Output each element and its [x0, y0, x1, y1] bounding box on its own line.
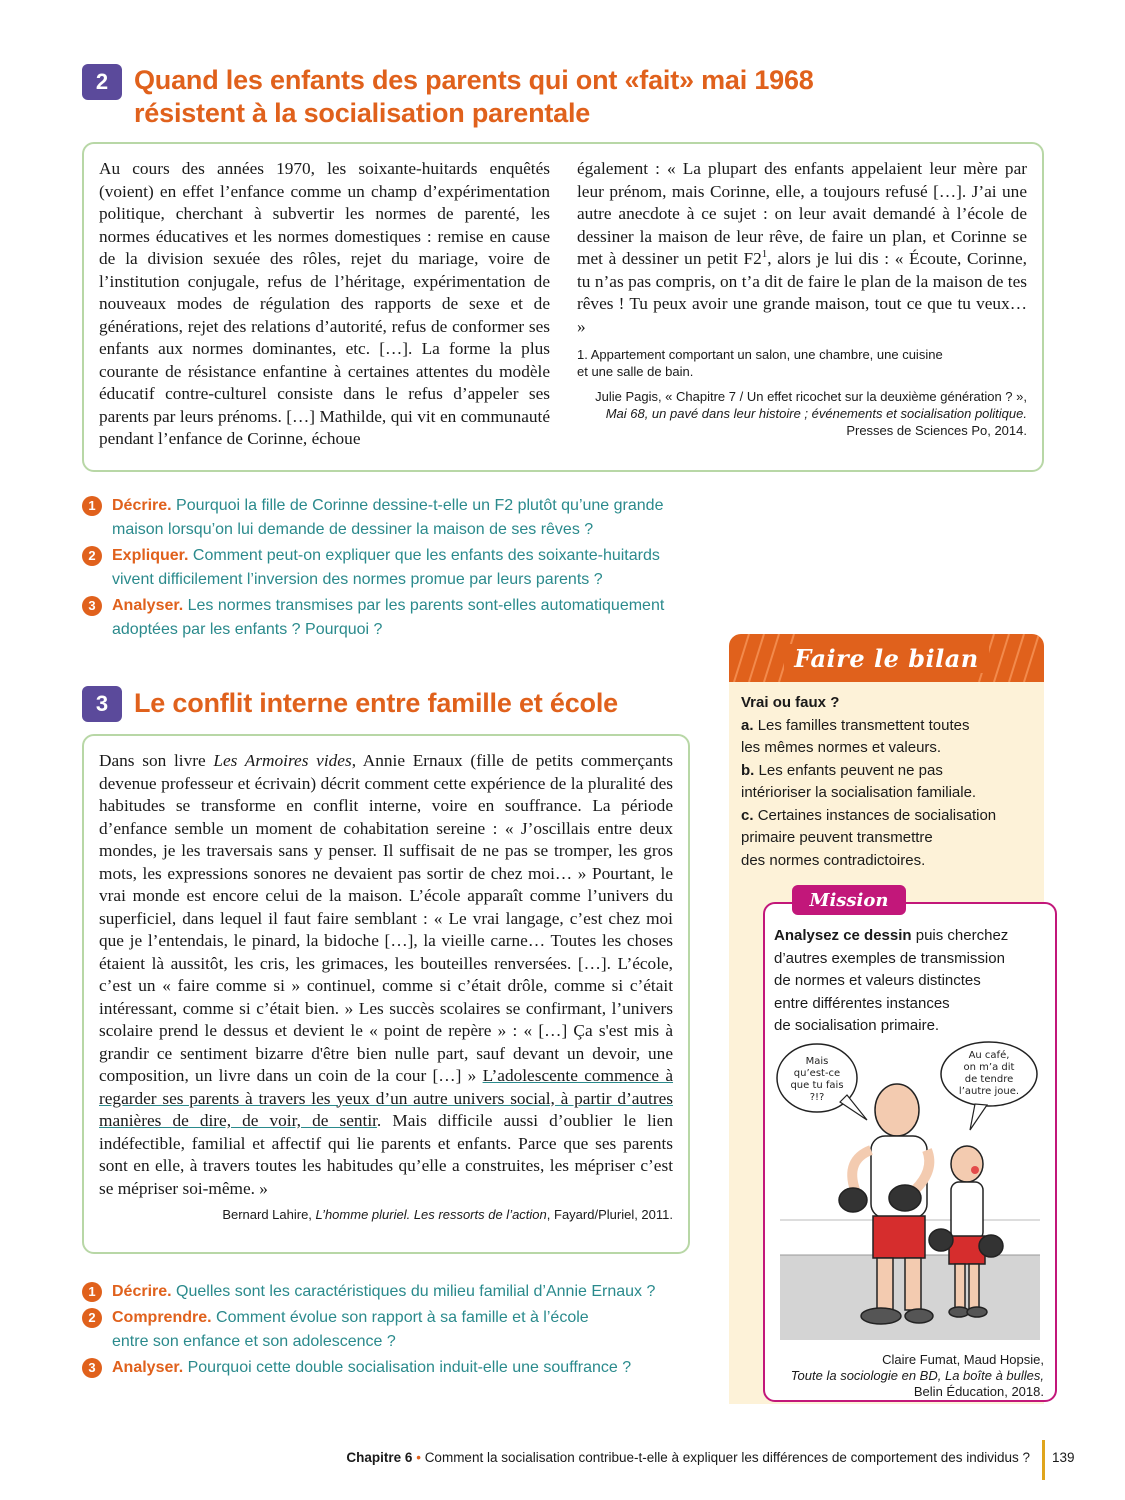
- footer-chapter: Chapitre 6: [346, 1450, 413, 1465]
- mission-line5: de socialisation primaire.: [774, 1017, 940, 1034]
- bilan-body: [741, 692, 1031, 872]
- mission-line1: puis cherchez: [911, 927, 1009, 944]
- question-text: Comment évolue son rapport à sa famille et à l’école: [216, 1309, 589, 1326]
- question-text-cont: vivent difficilement l’inversion des normes promue par leurs parents ?: [112, 571, 603, 588]
- document-3-source: [99, 1206, 673, 1223]
- page-footer: [330, 1449, 1030, 1467]
- question-text-cont: maison lorsqu’on lui demande de dessiner la maison de ses rêves ?: [112, 521, 594, 538]
- section-2-title-line2: résistent à la socialisation parentale: [134, 98, 591, 128]
- question-2-3: [82, 594, 722, 642]
- source-line3: Presses de Sciences Po, 2014.: [846, 423, 1027, 438]
- question-number: 3: [82, 596, 102, 616]
- bilan-item-a: [741, 715, 1031, 760]
- item-text: Les enfants peuvent ne pas: [758, 761, 943, 779]
- page-number: 139: [1052, 1450, 1075, 1465]
- document-2-right-column: [577, 158, 1027, 439]
- question-3-3: [82, 1356, 722, 1380]
- item-letter: c.: [741, 806, 754, 824]
- mission-line3: de normes et valeurs distinctes: [774, 972, 981, 989]
- bilan-title: Faire le bilan: [784, 644, 988, 673]
- question-number: 3: [82, 1358, 102, 1378]
- question-number: 2: [82, 1308, 102, 1328]
- bilan-heading: Vrai ou faux ?: [741, 694, 840, 711]
- document-2-source: [577, 388, 1027, 439]
- question-2-1: [82, 494, 722, 542]
- questions-2: [82, 494, 722, 642]
- source-author: Bernard Lahire,: [222, 1207, 316, 1222]
- mission-bold: Analysez ce dessin: [774, 927, 912, 944]
- question-3-1: [82, 1280, 722, 1304]
- question-number: 1: [82, 496, 102, 516]
- source-line1: Julie Pagis, « Chapitre 7 / Un effet ricochet sur la deuxième génération ? »,: [595, 389, 1027, 404]
- bilan-item-b: [741, 760, 1031, 805]
- cartoon-credit: [774, 1352, 1044, 1400]
- bubble-right-line1: Au café,: [968, 1050, 1010, 1061]
- bubble-right-line4: l’autre joue.: [958, 1086, 1020, 1097]
- document-3-text-part2: . Mais difficile aussi d’oublier le lien indéfectible, familial et affectif qui lie parents et enfants. Parce que ses parents sont en elle, à travers toutes les habitudes qu’elle a construites, les mépriser c’est se mépriser soi-même. »: [99, 1111, 673, 1198]
- credit-line1: Claire Fumat, Maud Hopsie,: [882, 1352, 1044, 1367]
- document-2-right-text-a: également : « La plupart des enfants appelaient leur mère par leur prénom, mais Corinne, elle, a toujours refusé […]. J’ai une autre anecdote à ce sujet : on leur avait demandé à l’école de dessiner la maison de leur rêve, de faire un plan, et Corinne se met à dessiner un petit F2: [577, 159, 1027, 268]
- section-3-number: 3: [82, 686, 122, 722]
- bubble-left-line4: ?!?: [809, 1092, 825, 1103]
- footer-divider: [1042, 1440, 1045, 1480]
- item-letter: b.: [741, 761, 755, 779]
- question-text: Comment peut-on expliquer que les enfants des soixante-huitards: [192, 547, 660, 564]
- mission-line2: d’autres exemples de transmission: [774, 949, 1005, 967]
- question-label: Analyser.: [112, 1359, 184, 1376]
- bilan-item-c: [741, 805, 1031, 873]
- source-title: L’homme pluriel. Les ressorts de l’action: [315, 1207, 547, 1222]
- questions-3: [82, 1280, 722, 1380]
- footer-separator: •: [412, 1450, 425, 1465]
- section-3-title: Le conflit interne entre famille et école: [134, 688, 618, 718]
- question-text-cont: adoptées par les enfants ? Pourquoi ?: [112, 621, 383, 638]
- document-3-text-part1: , Annie Ernaux (fille de petits commerçants devenue professeur et écrivain) décrit comment cette expérience de la pluralité des habitudes se transforme en conflit interne, voire en souffrance. La période d’enfance semble un moment de cohabitation sereine : « J’oscillais entre deux mondes, je les traversais sans y penser. Il suffisait de ne pas se tromper, les gros mots, les expressions sonores ne devaient pas sortir de chez moi… » Pourtant, le vrai monde est encore celui de la maison. L’école apparaît comme l’univers du superficiel, dans lequel il faut faire semblant : « Le vrai langage, c’est chez moi que je l’entendais, le pinard, la bidoche […], la vieille carne… Toutes les choses étaient là aussitôt, les cris, les grimaces, les bouteilles renversées. […]. L’école, c’est un « faire comme si » continuel, comme si c’était drôle, comme si c’était intéressant, comme si c’était bien. » Les succès scolaires se confirmant, l’univers scolaire prend le dessus et devient le « point de repère » : « […] Ça s'est mis à grandir ce sentiment bizarre d'être bien nulle part, sauf devant un devoir, une composition, un livre dans un coin de la cour […] »: [99, 751, 674, 1085]
- book-title: Les Armoires vides: [213, 751, 352, 770]
- section-2-title-line1: Quand les enfants des parents qui ont «fait» mai 1968: [134, 65, 814, 95]
- item-text-cont: des normes contradictoires.: [741, 851, 926, 869]
- footnote-line1: 1. Appartement comportant un salon, une chambre, une cuisine: [577, 347, 943, 362]
- item-text: Certaines instances de socialisation: [757, 806, 997, 824]
- item-text: Les familles transmettent toutes: [757, 716, 970, 734]
- bubble-right-line3: de tendre: [964, 1074, 1014, 1085]
- footnote: [577, 346, 1027, 380]
- underlined-passage: L’adolescente commence à regarder ses parents à travers les yeux d’un autre univers social, à partir d’autres manières de dire, de voir, de sentir: [99, 1066, 674, 1130]
- document-2-right-text-b: , alors je lui dis : « Écoute, Corinne, tu n’as pas compris, on t’a dit de faire le plan de la maison de tes rêves ! Tu peux avoir une grande maison, tout ce que tu veux… »: [577, 249, 1028, 336]
- document-2-paragraph-right: [577, 158, 1027, 338]
- section-2-title: [134, 64, 894, 130]
- footnote-ref: 1: [761, 248, 768, 261]
- mission-text: [774, 925, 1049, 1038]
- question-label: Comprendre.: [112, 1309, 212, 1326]
- question-label: Décrire.: [112, 1283, 172, 1300]
- question-text: Les normes transmises par les parents sont-elles automatiquement: [187, 597, 665, 614]
- question-text: Pourquoi la fille de Corinne dessine-t-elle un F2 plutôt qu’une grande: [176, 497, 664, 514]
- section-2-number: 2: [82, 64, 122, 100]
- mission-line4: entre différentes instances: [774, 994, 950, 1012]
- credit-line3: Belin Éducation, 2018.: [913, 1384, 1044, 1399]
- document-2-paragraph-left: Au cours des années 1970, les soixante-huitards enquêtés (voient) en effet l’enfance comme un champ d’expérimentation politique, cherchant à subvertir les normes de parenté, les normes éducatives et les normes domestiques : remise en cause de la division sexuée des rôles, rejet du mariage, voire de l’institution conjugale, refus de l’héritage, expérimentation de nouveaux modes de régulation des rapports de sexe et de générations, rejet des relations d’autorité, refus de conformer ses enfants aux normes dominantes, etc. […]. La forme la plus courante de résistance enfantine à certaines attentes du modèle éducatif contre-culturel consiste dans le refus d’appeler ses parents par leurs prénoms. […] Mathilde, qui vit en communauté pendant l’enfance de Corinne, échoue: [99, 159, 550, 448]
- question-number: 2: [82, 546, 102, 566]
- question-number: 1: [82, 1282, 102, 1302]
- bilan-header: [729, 634, 1044, 682]
- question-3-2: [82, 1306, 722, 1354]
- bubble-left-line2: qu’est-ce: [793, 1068, 841, 1079]
- document-3-paragraph: [99, 750, 673, 1200]
- footer-text: Comment la socialisation contribue-t-elle à expliquer les différences de comportement des individus ?: [424, 1450, 1030, 1465]
- item-text-cont: primaire peuvent transmettre: [741, 829, 933, 846]
- footnote-line2: et une salle de bain.: [577, 364, 694, 379]
- credit-line2: Toute la sociologie en BD, La boîte à bulles,: [790, 1368, 1044, 1383]
- bubble-left-line1: Mais: [805, 1056, 829, 1067]
- question-label: Expliquer.: [112, 547, 189, 564]
- bubble-right-line2: on m’a dit: [963, 1062, 1015, 1073]
- document-3-text: [99, 750, 673, 1223]
- question-text: Quelles sont les caractéristiques du milieu familial d’Annie Ernaux ?: [176, 1283, 656, 1300]
- question-label: Analyser.: [112, 597, 184, 614]
- document-3-intro: Dans son livre: [99, 751, 214, 770]
- item-text-cont: intérioriser la socialisation familiale.: [741, 784, 977, 801]
- item-letter: a.: [741, 716, 754, 734]
- bubble-left-line3: que tu fais: [790, 1080, 844, 1091]
- source-line2: Mai 68, un pavé dans leur histoire ; événements et socialisation politique.: [605, 406, 1027, 421]
- question-text-cont: entre son enfance et son adolescence ?: [112, 1333, 396, 1350]
- item-text-cont: les mêmes normes et valeurs.: [741, 739, 942, 756]
- question-label: Décrire.: [112, 497, 172, 514]
- question-text: Pourquoi cette double socialisation induit-elle une souffrance ?: [187, 1359, 632, 1376]
- document-2-text-left: [99, 158, 550, 451]
- mission-tag: Mission: [792, 885, 906, 915]
- question-2-2: [82, 544, 722, 592]
- boxing-cartoon-illustration: [775, 1040, 1045, 1340]
- source-rest: , Fayard/Pluriel, 2011.: [546, 1207, 673, 1222]
